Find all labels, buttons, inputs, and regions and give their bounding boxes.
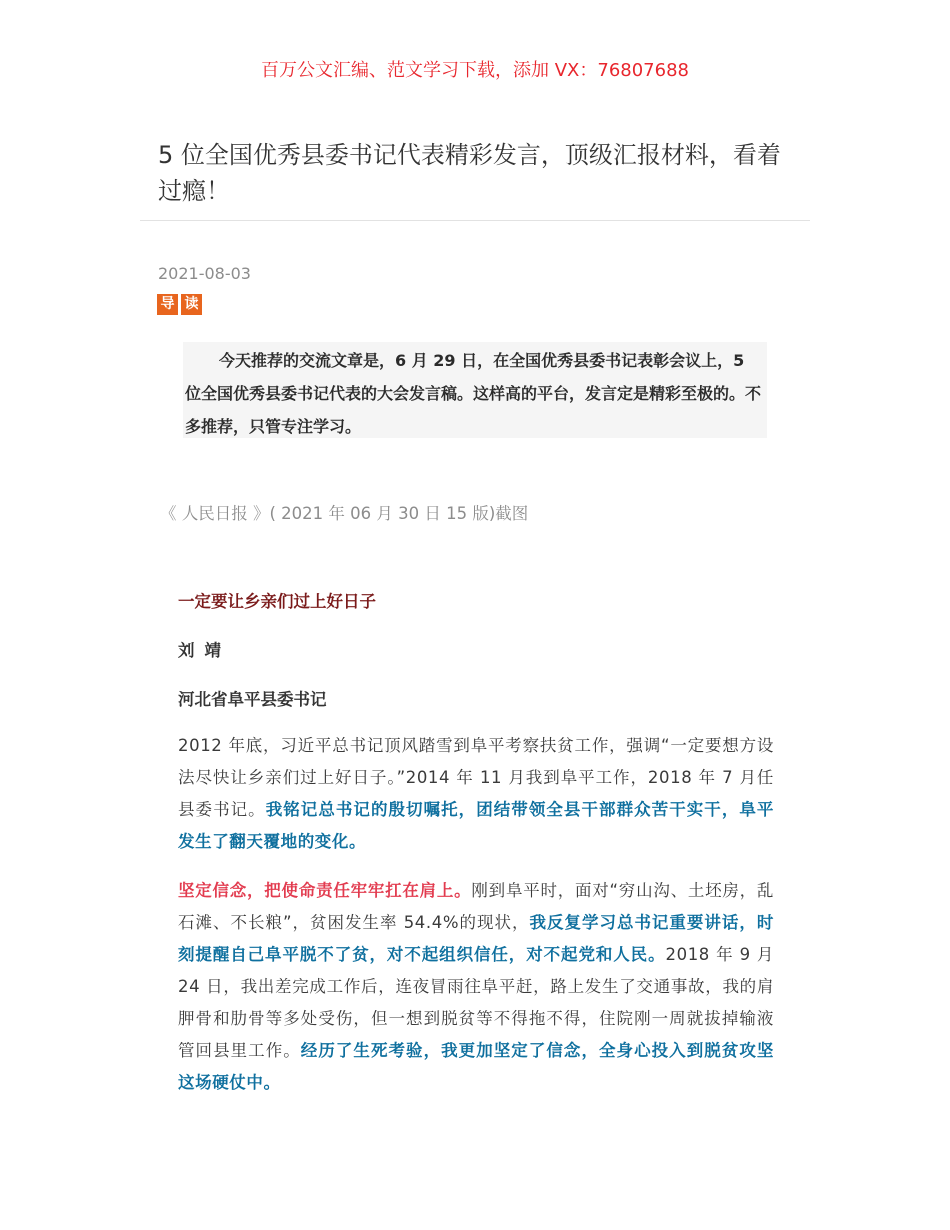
promo-banner: 百万公文汇编、范文学习下载，添加 VX：76807688 xyxy=(261,60,689,81)
author-name: 刘靖 xyxy=(178,641,231,660)
paragraph-2-highlight-1: 我反复学习总书记重要讲话，时刻提醒自己阜平脱不了贫，对不起组织信任，对不起党和人民。 xyxy=(178,913,774,964)
intro-tag xyxy=(157,294,202,315)
paragraph-1-text: 2012 年底，习近平总书记顶风踏雪到阜平考察扶贫工作，强调“一定要想方设法尽快让乡亲们过上好日子。”2014 年 11 月我到阜平工作，2018 年 7 月任县委书记。 xyxy=(178,736,774,819)
paragraph-1-highlight: 我铭记总书记的殷切嘱托，团结带领全县干部群众苦干实干，阜平发生了翻天覆地的变化。 xyxy=(178,800,775,851)
intro-tag-char-1: 导 xyxy=(157,294,178,315)
paragraph-2-highlight-2: 经历了生死考验，我更加坚定了信念，全身心投入到脱贫攻坚这场硬仗中。 xyxy=(178,1041,774,1092)
source-caption: 《 人民日报 》( 2021 年 06 月 30 日 15 版)截图 xyxy=(160,504,529,523)
article-date: 2021-08-03 xyxy=(158,264,251,283)
paragraph-2-text-2: 2018 年 9 月 24 日，我出差完成工作后，连夜冒雨往阜平赶，路上发生了交通事故，我的肩胛骨和肋骨等多处受伤，但一想到脱贫等不得拖不得，住院刚一周就拔掉输液管回县里工作。 xyxy=(178,945,774,1060)
intro-tag-char-2: 读 xyxy=(181,294,202,315)
paragraph-2-text-1: 刚到阜平时，面对“穷山沟、土坯房，乱石滩、不长粮”，贫困发生率 54.4%的现状， xyxy=(178,881,774,932)
section-title: 一定要让乡亲们过上好日子 xyxy=(178,592,376,611)
lead-box: 今天推荐的交流文章是，6 月 29 日，在全国优秀县委书记表彰会议上，5 位全国优秀县委书记代表的大会发言稿。这样高的平台，发言定是精彩至极的。不多推荐，只管专注学习。 xyxy=(183,342,767,438)
author-role: 河北省阜平县委书记 xyxy=(178,690,327,709)
paragraph-2 xyxy=(178,875,774,1099)
title-divider xyxy=(140,220,810,221)
article-title: 5 位全国优秀县委书记代表精彩发言，顶级汇报材料，看着过瘾！ xyxy=(158,141,781,205)
paragraph-2-heading: 坚定信念，把使命责任牢牢扛在肩上。 xyxy=(178,881,472,900)
paragraph-1 xyxy=(178,730,774,858)
